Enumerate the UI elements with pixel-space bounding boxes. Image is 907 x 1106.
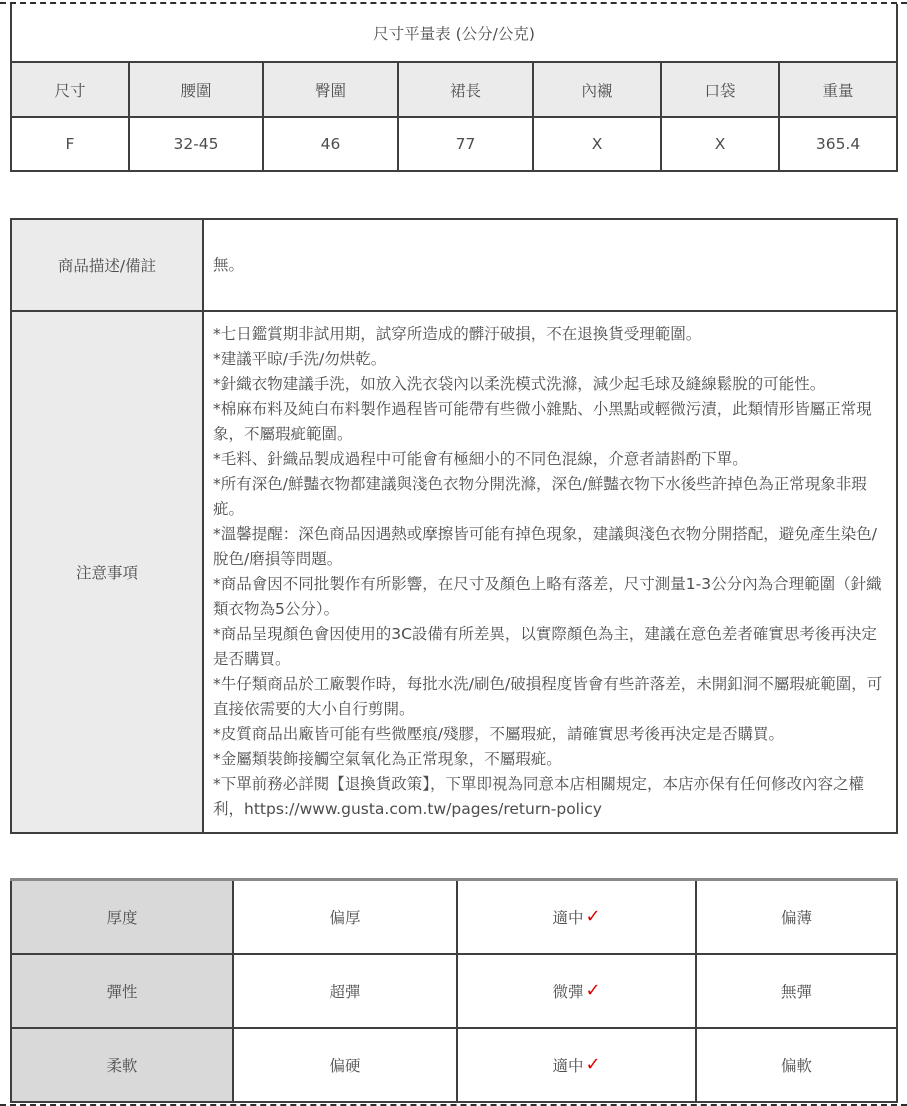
- option-text: 無彈: [780, 982, 812, 1001]
- checkmark-icon: ✓: [585, 979, 601, 1001]
- description-label: 商品描述/備註: [11, 219, 203, 311]
- size-table-header-row: [11, 62, 897, 117]
- thickness-label: 厚度: [11, 880, 233, 954]
- description-content: 無。: [203, 219, 897, 311]
- note-line: *金屬類裝飾接觸空氣氧化為正常現象，不屬瑕疵。: [213, 750, 562, 768]
- size-header-weight: 重量: [779, 62, 897, 117]
- size-header-waist: 腰圍: [129, 62, 263, 117]
- bottom-crop-line: [0, 1104, 907, 1106]
- thickness-option-medium: [457, 880, 696, 954]
- checkmark-icon: ✓: [585, 1053, 601, 1075]
- softness-row: [11, 1028, 897, 1102]
- note-line: *商品呈現顏色會因使用的3C設備有所差異，以實際顏色為主，建議在意色差者確實思考後再決定是否購買。: [213, 625, 877, 668]
- thickness-option-thin: [696, 880, 897, 954]
- note-line: *七日鑑賞期非試用期，試穿所造成的髒汙破損，不在退換貨受理範圍。: [213, 325, 702, 343]
- note-line: *牛仔類商品於工廠製作時，每批水洗/刷色/破損程度皆會有些許落差，未開釦洞不屬瑕疵範圍，可直接依需要的大小自行剪開。: [213, 675, 883, 718]
- elasticity-row: [11, 954, 897, 1028]
- option-text: 偏厚: [329, 908, 361, 927]
- policy-note-text: *下單前務必詳閱【退換貨政策】，下單即視為同意本店相關規定，本店亦保有任何修改內容之權利，: [213, 775, 865, 818]
- notes-label: 注意事項: [11, 311, 203, 833]
- elasticity-label: 彈性: [11, 954, 233, 1028]
- elasticity-option-high: [233, 954, 457, 1028]
- size-table-data-row: [11, 117, 897, 171]
- size-table-title-row: [11, 4, 897, 62]
- option-text: 偏軟: [780, 1056, 812, 1075]
- size-header-skirt-length: 裙長: [398, 62, 533, 117]
- size-value-waist: 32-45: [129, 117, 263, 171]
- thickness-row: [11, 880, 897, 954]
- note-line: *針織衣物建議手洗，如放入洗衣袋內以柔洗模式洗滌，減少起毛球及縫線鬆脫的可能性。: [213, 375, 826, 393]
- note-line: *建議平晾/手洗/勿烘乾。: [213, 350, 387, 368]
- attribute-table: [10, 878, 898, 1103]
- option-text: 適中: [552, 1056, 584, 1075]
- option-text: 偏硬: [329, 1056, 361, 1075]
- size-measurement-table: [10, 4, 898, 172]
- size-value-hip: 46: [263, 117, 398, 171]
- option-text: 超彈: [329, 982, 361, 1001]
- size-header-size: 尺寸: [11, 62, 129, 117]
- size-header-pocket: 口袋: [661, 62, 779, 117]
- option-text: 偏薄: [780, 908, 812, 927]
- note-line: *商品會因不同批製作有所影響，在尺寸及顏色上略有落差，尺寸測量1-3公分內為合理範圍（針織類衣物為5公分）。: [213, 575, 882, 618]
- softness-label: 柔軟: [11, 1028, 233, 1102]
- softness-option-soft: [696, 1028, 897, 1102]
- thickness-option-thick: [233, 880, 457, 954]
- size-value-lining: X: [533, 117, 661, 171]
- note-line: *溫馨提醒：深色商品因遇熱或摩擦皆可能有掉色現象，建議與淺色衣物分開搭配，避免產生染色/脫色/磨損等問題。: [213, 525, 877, 568]
- size-value-weight: 365.4: [779, 117, 897, 171]
- return-policy-link[interactable]: https://www.gusta.com.tw/pages/return-policy: [244, 800, 602, 818]
- note-line: *所有深色/鮮豔衣物都建議與淺色衣物分開洗滌，深色/鮮豔衣物下水後些許掉色為正常現象非瑕疵。: [213, 475, 867, 518]
- size-table-title: 尺寸平量表 (公分/公克): [11, 4, 897, 62]
- size-value-size: F: [11, 117, 129, 171]
- softness-option-medium: [457, 1028, 696, 1102]
- size-value-pocket: X: [661, 117, 779, 171]
- notes-content: [203, 311, 897, 833]
- checkmark-icon: ✓: [585, 905, 601, 927]
- note-line: *棉麻布料及純白布料製作過程皆可能帶有些微小雜點、小黑點或輕微污漬，此類情形皆屬正常現象，不屬瑕疵範圍。: [213, 400, 872, 443]
- description-row: [11, 219, 897, 311]
- note-line: *毛料、針織品製成過程中可能會有極細小的不同色混線，介意者請斟酌下單。: [213, 450, 748, 468]
- elasticity-option-none: [696, 954, 897, 1028]
- softness-option-hard: [233, 1028, 457, 1102]
- option-text: 微彈: [552, 982, 584, 1001]
- notes-row: [11, 311, 897, 833]
- product-info-table: [10, 218, 898, 834]
- size-header-hip: 臀圍: [263, 62, 398, 117]
- size-value-skirt-length: 77: [398, 117, 533, 171]
- note-line-policy: [213, 772, 888, 822]
- note-line: *皮質商品出廠皆可能有些微壓痕/殘膠，不屬瑕疵，請確實思考後再決定是否購買。: [213, 725, 784, 743]
- option-text: 適中: [552, 908, 584, 927]
- size-header-lining: 內襯: [533, 62, 661, 117]
- elasticity-option-slight: [457, 954, 696, 1028]
